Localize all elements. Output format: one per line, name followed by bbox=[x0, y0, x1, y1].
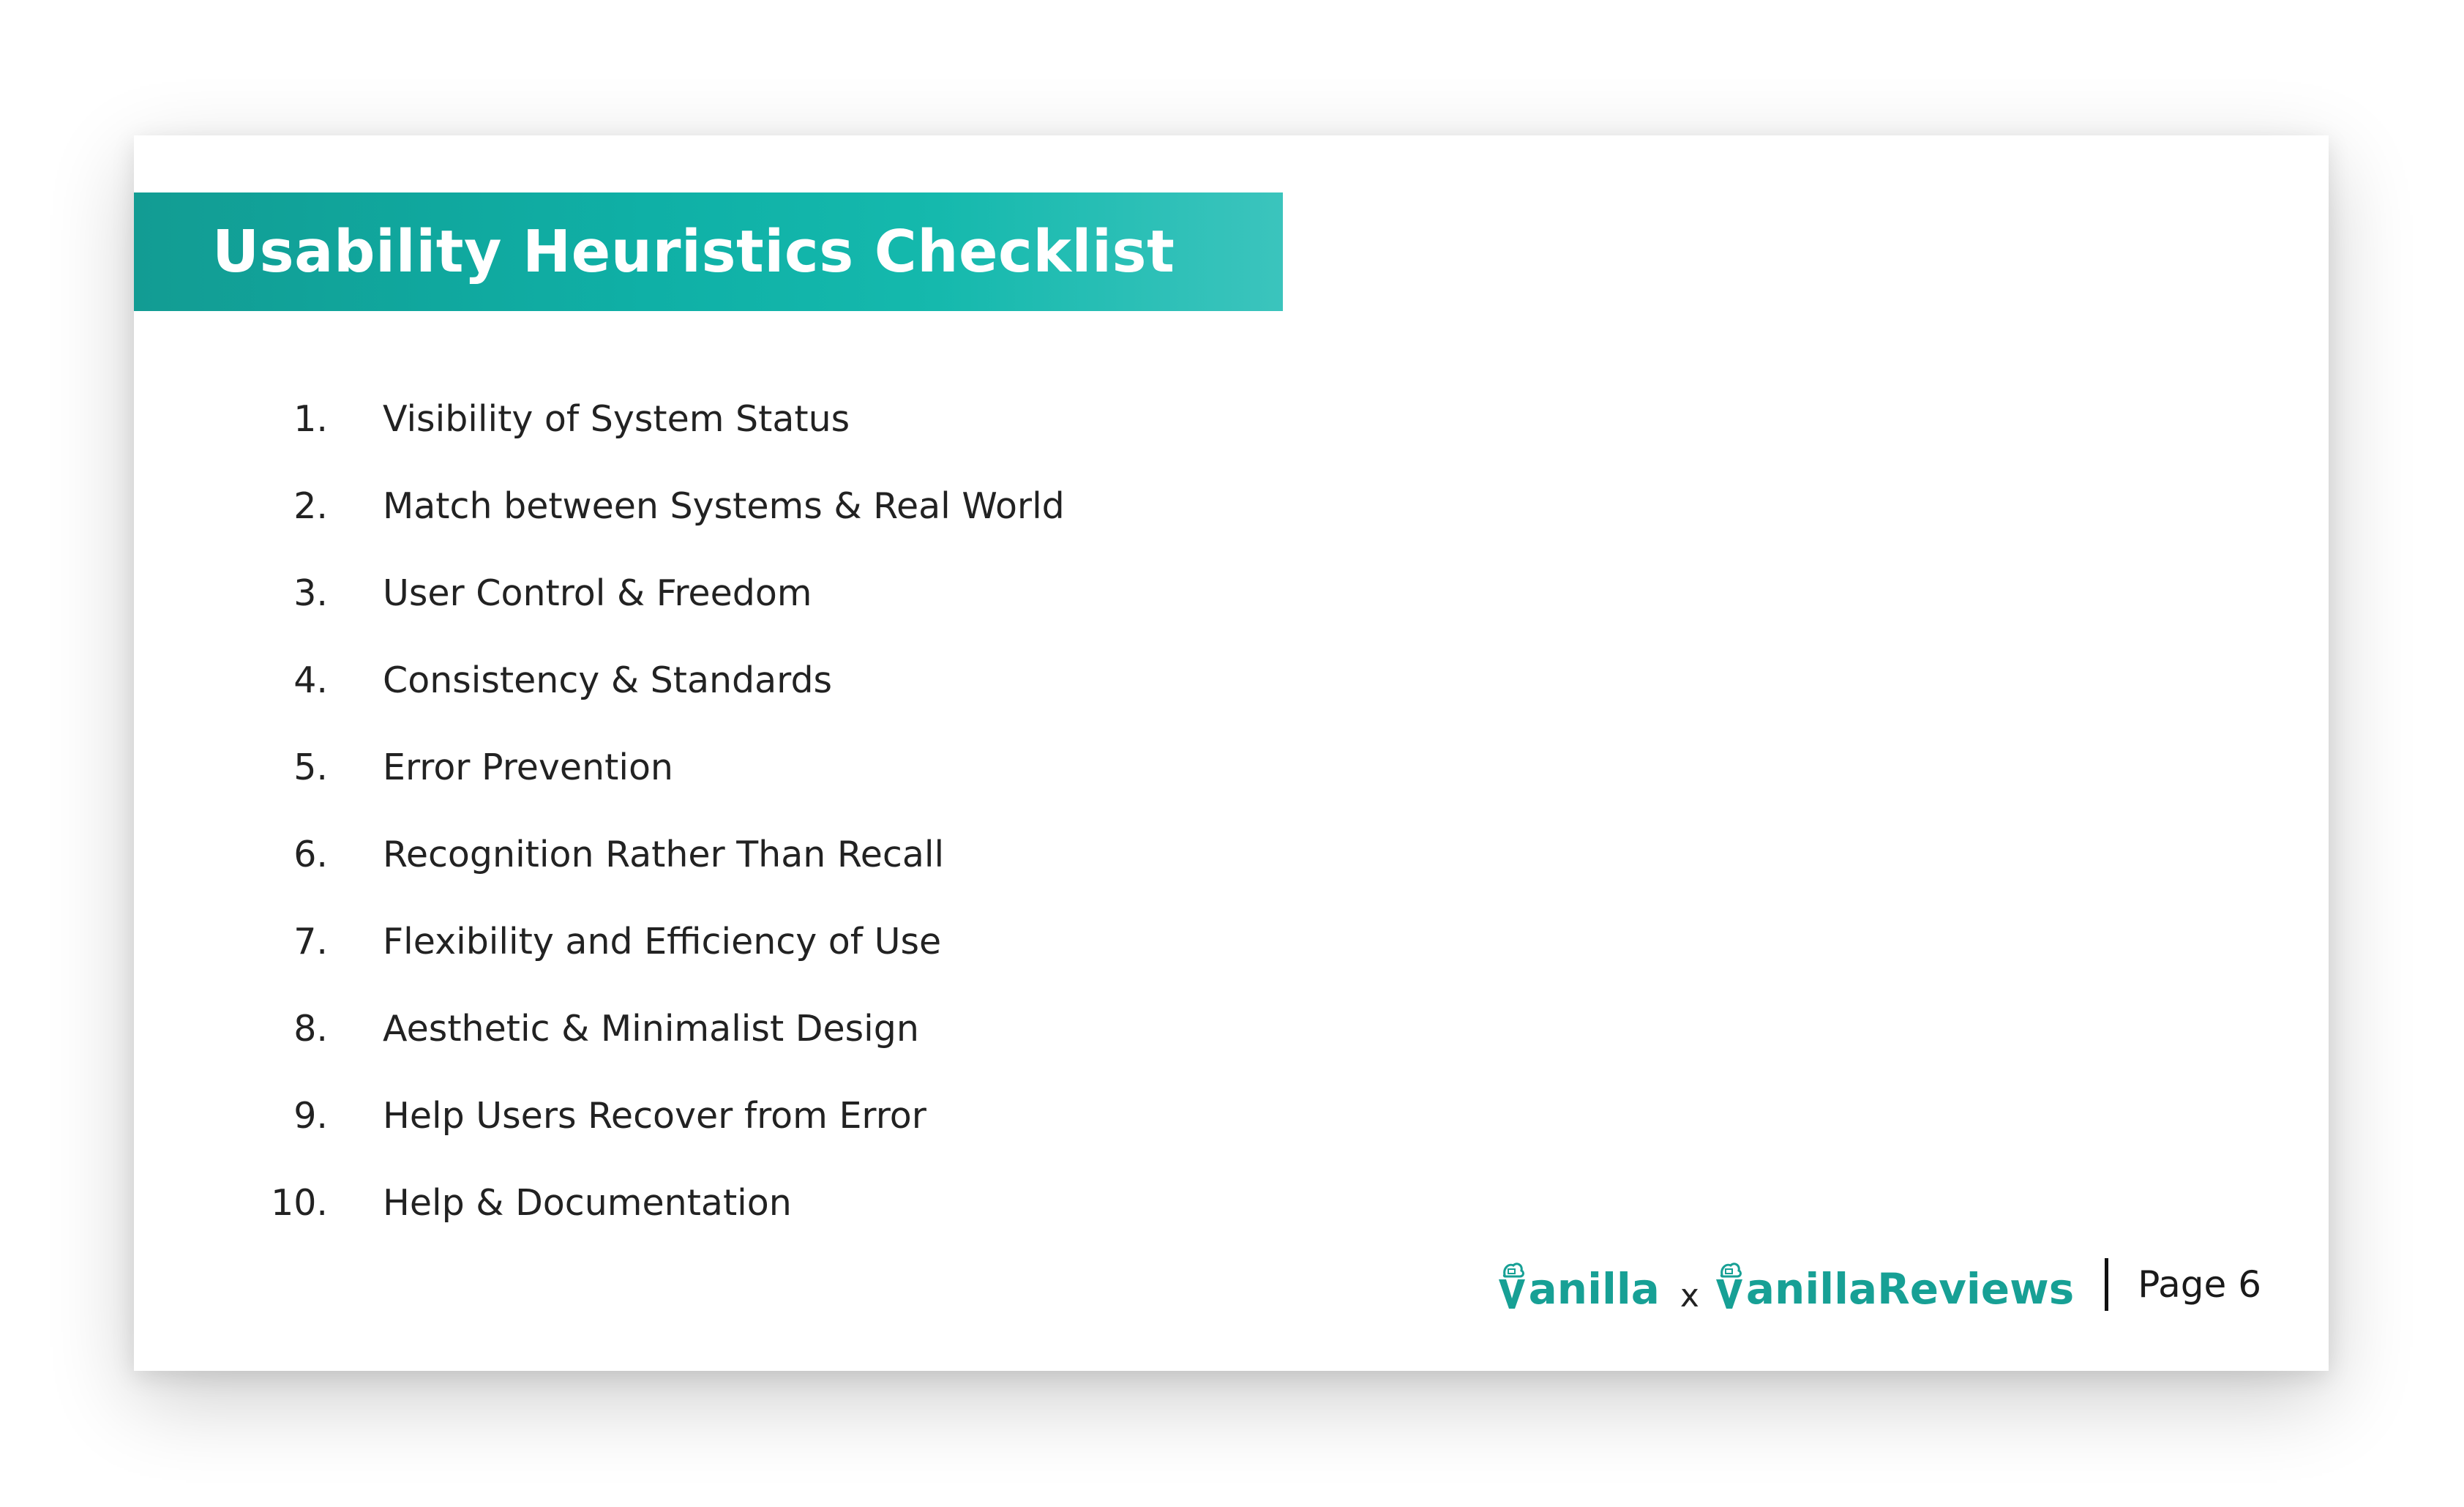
page-number: Page 6 bbox=[2138, 1263, 2261, 1306]
item-label: Error Prevention bbox=[383, 747, 673, 788]
item-number: 9. bbox=[293, 1095, 328, 1137]
item-label: Aesthetic & Minimalist Design bbox=[383, 1008, 919, 1050]
item-number: 5. bbox=[293, 747, 328, 788]
item-label: Recognition Rather Than Recall bbox=[383, 834, 945, 875]
item-number: 7. bbox=[293, 921, 328, 962]
footer bbox=[1497, 1255, 2261, 1314]
brand-name-right: anillaReviews bbox=[1745, 1264, 2075, 1314]
ice-cream-v-icon bbox=[1497, 1259, 1527, 1310]
item-label: Match between Systems & Real World bbox=[383, 485, 1065, 527]
vanilla-logo bbox=[1497, 1259, 1660, 1314]
slide bbox=[134, 135, 2329, 1371]
brand-separator: x bbox=[1680, 1277, 1699, 1315]
brand-name-left: anilla bbox=[1528, 1264, 1660, 1314]
page-title: Usability Heuristics Checklist bbox=[212, 218, 1175, 285]
footer-divider bbox=[2105, 1258, 2108, 1311]
item-number: 2. bbox=[293, 485, 328, 527]
item-number: 4. bbox=[293, 659, 328, 701]
item-number: 6. bbox=[293, 834, 328, 875]
title-banner bbox=[134, 192, 1283, 311]
item-number: 8. bbox=[293, 1008, 328, 1050]
item-label: Help & Documentation bbox=[383, 1182, 792, 1224]
item-label: Flexibility and Efficiency of Use bbox=[383, 921, 942, 962]
item-label: Visibility of System Status bbox=[383, 398, 850, 440]
item-number: 1. bbox=[293, 398, 328, 440]
item-number: 10. bbox=[271, 1182, 328, 1224]
vanillareviews-logo bbox=[1714, 1259, 2075, 1314]
item-label: Consistency & Standards bbox=[383, 659, 833, 701]
ice-cream-v-icon bbox=[1714, 1259, 1745, 1310]
item-label: User Control & Freedom bbox=[383, 572, 812, 614]
item-number: 3. bbox=[293, 572, 328, 614]
item-label: Help Users Recover from Error bbox=[383, 1095, 926, 1137]
